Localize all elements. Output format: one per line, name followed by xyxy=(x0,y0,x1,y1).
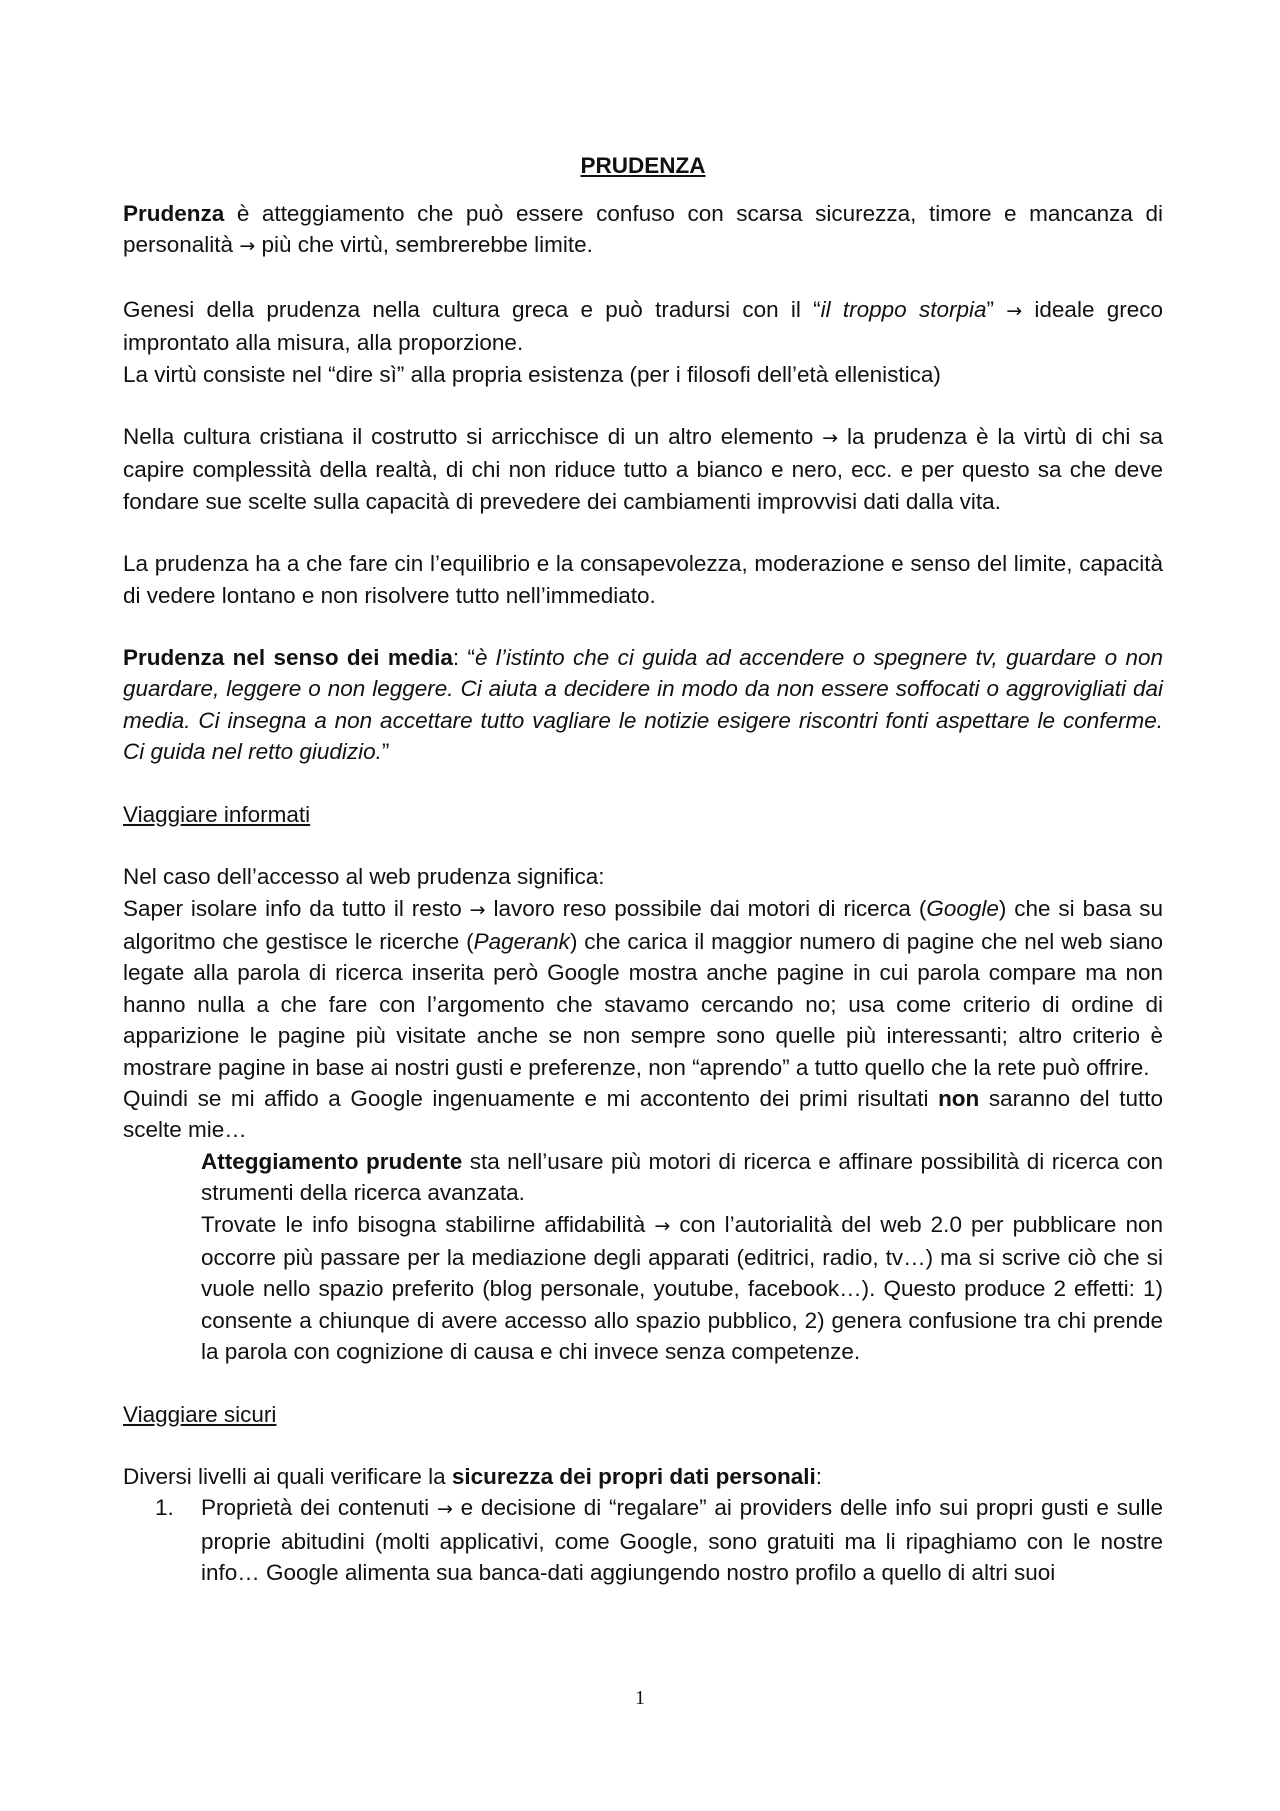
bold-term: Atteggiamento prudente xyxy=(201,1148,463,1174)
paragraph-definition: Prudenza è atteggiamento che può essere confuso con scarsa sicurezza, timore e mancanza di personalità → più che virtù, sembrerebbe limite. xyxy=(123,201,1163,258)
arrow-right-icon: → xyxy=(654,1214,671,1237)
paragraph-greek-origin: Genesi della prudenza nella cultura greca e può tradursi con il “il troppo storpia” → ideale greco improntato alla misura, alla proporzione. xyxy=(123,296,1163,356)
paragraph-security-levels: Diversi livelli ai quali verificare la sicurezza dei propri dati personali: xyxy=(123,1464,822,1489)
italic-quote: è l’istinto che ci guida ad accendere o spegnere tv, guardare o non guardare, leggere o non leggere. Ci aiuta a decidere in modo da non essere soffocati o aggrovigliati dai media. Ci insegna a non accettare tutto vagliare le notizie esigere riscontri fonti aspettare le conferme. Ci guida nel retto giudizio. xyxy=(123,645,1163,765)
page-number: 1 xyxy=(635,1687,645,1709)
paragraph-christian-culture: Nella cultura cristiana il costrutto si arricchisce di un altro elemento → la prudenza è la virtù di chi sa capire complessità della realtà, di chi non riduce tutto a bianco e nero, ecc. e per questo sa che deve fondare sue scelte sulla capacità di prevedere dei cambiamenti improvvisi dati dalla vita. xyxy=(123,424,1163,514)
section-heading-informed: Viaggiare informati xyxy=(123,801,311,827)
paragraph-reliability: Trovate le info bisogna stabilirne affidabilità → con l’autorialità del web 2.0 per pubblicare non occorre più passare per la mediazione degli apparati (editrici, radio, tv…) ma si scrive ciò che si vuole nello spazio preferito (blog personale, youtube, facebook…). Questo produce 2 effetti: 1) consente a chiunque di avere accesso allo spazio pubblico, 2) genera confusione tra chi prende la parola con cognizione di causa e chi invece senza competenze. xyxy=(201,1211,1163,1365)
paragraph-google-results: Quindi se mi affido a Google ingenuamente e mi accontento dei primi risultati non saranno del tutto scelte mie… xyxy=(123,1085,1163,1143)
list-number: 1. xyxy=(155,1495,174,1521)
arrow-right-icon: → xyxy=(436,1498,453,1521)
security-list xyxy=(123,1492,1163,1588)
document-title: PRUDENZA xyxy=(580,153,706,178)
section-heading-safe: Viaggiare sicuri xyxy=(123,1401,277,1427)
arrow-right-icon: → xyxy=(239,235,256,258)
italic-term: Pagerank xyxy=(473,928,570,954)
paragraph-virtue: La virtù consiste nel “dire sì” alla propria esistenza (per i filosofi dell’età ellenistica) xyxy=(123,361,941,387)
paragraph-search-engines: Saper isolare info da tutto il resto → lavoro reso possibile dai motori di ricerca (Google) che si basa su algoritmo che gestisce le ricerche (Pagerank) che carica il maggior numero di pagine che nel web siano legate alla parola di ricerca inserita però Google mostra anche pagine in cui parola compare ma non hanno nulla a che fare con l’argomento che stavamo cercando no; usa come criterio di ordine di apparizione le pagine più visitate anche se non sempre sono quelle più interessanti; altro criterio è mostrare pagine in base ai nostri gusti e preferenze, non “aprendo” a tutto quello che la rete può offrire. xyxy=(123,895,1164,1080)
bold-term: Prudenza nel senso dei media xyxy=(123,645,453,671)
bold-term: non xyxy=(938,1085,980,1111)
document-body xyxy=(123,150,1163,1589)
arrow-right-icon: → xyxy=(1006,299,1023,322)
paragraph-web-access: Nel caso dell’accesso al web prudenza significa: xyxy=(123,864,605,890)
bold-term: Prudenza xyxy=(123,201,225,226)
list-item: 1. Proprietà dei contenuti → e decisione di “regalare” ai providers delle info sui propri gusti e sulle proprie abitudini (molti applicativi, come Google, sono gratuiti ma li ripaghiamo con le nostre info… Google alimenta sua banca-dati aggiungendo nostro profilo a quello di altri suoi xyxy=(123,1492,1163,1588)
paragraph-balance: La prudenza ha a che fare cin l’equilibrio e la consapevolezza, moderazione e senso del limite, capacità di vedere lontano e non risolvere tutto nell’immediato. xyxy=(123,551,1163,608)
paragraph-prudent-attitude: Atteggiamento prudente sta nell’usare più motori di ricerca e affinare possibilità di ricerca con strumenti della ricerca avanzata. xyxy=(201,1148,1163,1206)
italic-quote: il troppo storpia xyxy=(820,296,987,322)
paragraph-media: Prudenza nel senso dei media: “è l’istinto che ci guida ad accendere o spegnere tv, guardare o non guardare, leggere o non leggere. Ci aiuta a decidere in modo da non essere soffocati o aggrovigliati dai media. Ci insegna a non accettare tutto vagliare le notizie esigere riscontri fonti aspettare le conferme. Ci guida nel retto giudizio.” xyxy=(123,645,1163,765)
arrow-right-icon: → xyxy=(822,427,839,450)
arrow-right-icon: → xyxy=(469,898,486,921)
italic-term: Google xyxy=(926,895,999,921)
bold-term: sicurezza dei propri dati personali xyxy=(451,1464,816,1489)
